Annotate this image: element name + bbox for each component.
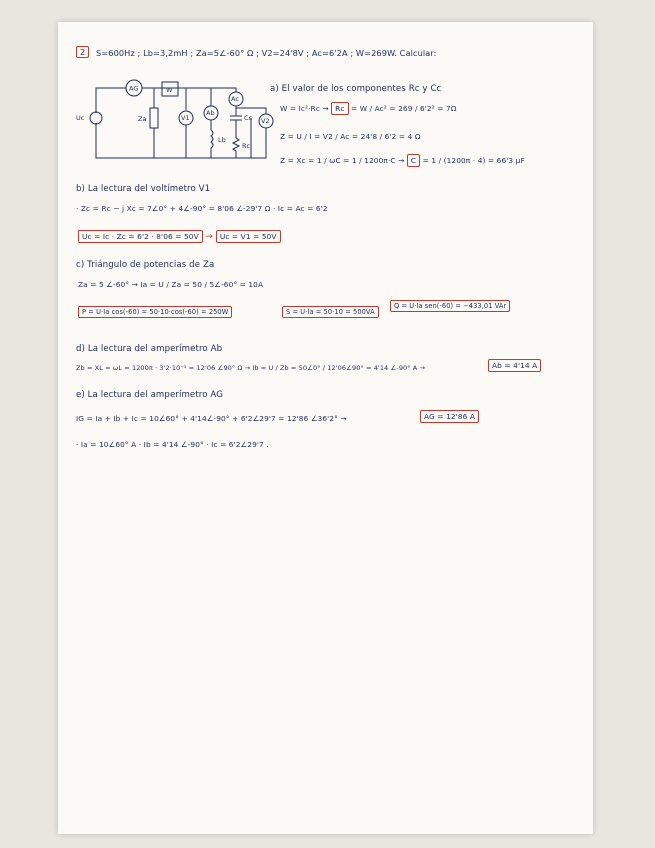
section-b-heading: b) La lectura del voltímetro V1 <box>76 184 211 194</box>
circuit-label-w: W <box>166 86 173 94</box>
circuit-label-cc: Cc <box>244 114 253 122</box>
apparent-power-box: S = U·Ia = 50·10 = 500VA <box>282 306 379 318</box>
section-c-line1: Za = 5 ∠-60° → Ia = U / Za = 50 / 5∠-60° = 10A <box>78 280 264 289</box>
section-c-power-row <box>78 306 232 318</box>
section-d-result: Ab = 4'14 A <box>488 359 541 372</box>
section-a-heading: a) El valor de los componentes Rc y Cc <box>270 84 442 94</box>
circuit-label-ac: Ac <box>231 95 239 103</box>
section-e-line1: IG = Ia + Ib + Ic = 10∠60° + 4'14∠-90° + 6'2∠29'7 = 12'86 ∠36'2° → <box>76 414 347 423</box>
circuit-label-uc: Uc <box>76 114 85 122</box>
section-e-result: AG = 12'86 A <box>420 410 479 423</box>
circuit-label-rc: Rc <box>242 142 251 150</box>
circuit-label-v2: V2 <box>261 117 270 125</box>
circuit-label-za: Za <box>138 115 147 123</box>
section-b-line1: · Zc = Rc − j Xc = 7∠0° + 4∠-90° = 8'06 ∠-29'7 Ω · Ic = Ac = 6'2 <box>76 204 328 213</box>
paper-sheet <box>58 22 593 834</box>
section-c-reactive-power <box>390 300 510 312</box>
section-c-heading: c) Triángulo de potencias de Za <box>76 260 215 270</box>
section-a-line3: Z = Xc = 1 / ωC = 1 / 1200π·C → C = 1 / (1200π · 4) = 66'3 μF <box>280 156 525 165</box>
section-a-line1: W = Ic²·Rc → Rc = W / Ac² = 269 / 6'2² = 7Ω <box>280 104 457 113</box>
section-d-line1: Zb = XL = ωL = 1200π · 3'2·10⁻³ = 12'06 ∠90° Ω → Ib = U / Zb = 50∠0° / 12'06∠90° = 4'14 ∠-90° A → <box>76 364 426 372</box>
section-e-heading: e) La lectura del amperímetro AG <box>76 390 224 400</box>
reactive-power-box: Q = U·Ia sen(-60) = −433,01 VAr <box>390 300 510 312</box>
circuit-label-lb: Lb <box>218 136 226 144</box>
problem-statement: S=600Hz ; Lb=3,2mH ; Za=5∠-60° Ω ; V2=24'8V ; Ac=6'2A ; W=269W. Calcular: <box>96 48 437 58</box>
circuit-diagram <box>76 78 276 178</box>
section-c-apparent-power <box>282 306 379 318</box>
circuit-label-ab: Ab <box>206 109 215 117</box>
section-e-line2: · Ia = 10∠60° A · Ib = 4'14 ∠-90° · Ic = 6'2∠29'7 . <box>76 440 269 449</box>
section-a-line2: Z = U / I = V2 / Ac = 24'8 / 6'2 = 4 Ω <box>280 132 421 141</box>
section-d-heading: d) La lectura del amperímetro Ab <box>76 344 223 354</box>
problem-number: 2 <box>76 46 89 58</box>
circuit-label-ag: AG <box>129 84 139 93</box>
circuit-label-v1: V1 <box>181 114 190 122</box>
active-power-box: P = U·Ia cos(-60) = 50·10·cos(-60) = 250W <box>78 306 232 318</box>
section-b-line2: Uc = Ic · Zc = 6'2 · 8'06 = 50V → Uc = V1 = 50V <box>78 230 281 243</box>
